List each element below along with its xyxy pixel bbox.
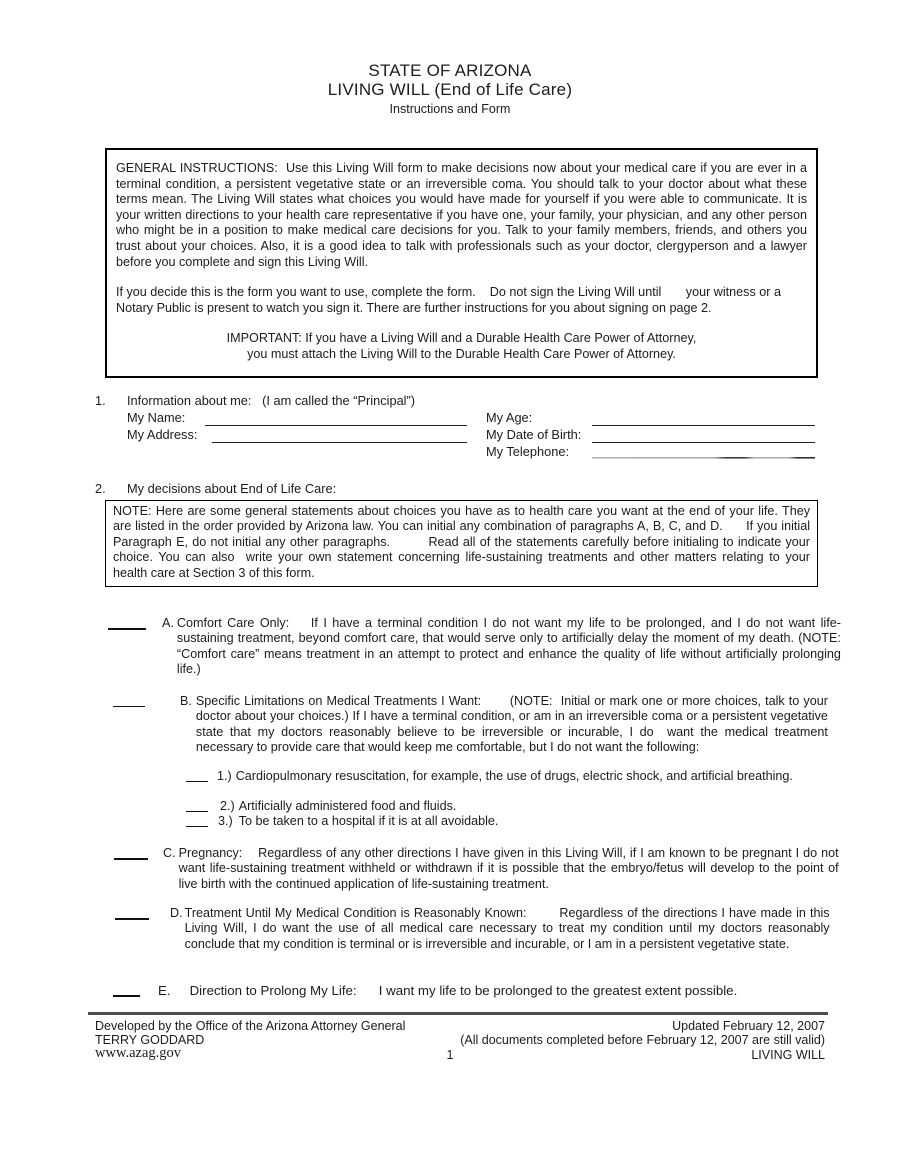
section-1-information-about-me [95,393,830,468]
paragraph-b-choice-2-label: 2.) [220,799,235,813]
document-header [0,61,900,117]
paragraph-a [108,616,845,677]
paragraph-e [113,983,737,998]
important-note-line2: you must attach the Living Will to the Durable Health Care Power of Attorney. [247,346,676,361]
initials-line-c[interactable] [114,846,148,860]
paragraph-d [115,906,834,952]
name-label: My Name: [127,410,186,425]
important-note-line1: IMPORTANT: If you have a Living Will and a Durable Health Care Power of Attorney, [226,331,697,346]
paragraph-b-choice-3 [186,814,809,829]
footer-divider [88,1012,828,1015]
section-1-number: 1. [95,393,106,408]
footer-updated-date: Updated February 12, 2007 [672,1019,825,1033]
initials-line-a[interactable] [108,616,146,630]
paragraph-b-choice-1-label: 1.) [217,769,232,783]
important-note [116,331,807,362]
note-box: NOTE: Here are some general statements about choices you have as to health care you want at the end of your life. They are listed in the order provided by Arizona law. You can initial any combination of paragraphs A, B, C, and D. If you initial Paragraph E, do not initial any other paragraphs. Read all of the statements carefully before initialing to indicate your choice. You can also write your own statement concerning life-sustaining treatments and other matters relating to your health care at Section 3 of this form. [105,500,818,587]
footer-validity-note: (All documents completed before February 12, 2007 are still valid) [460,1033,825,1047]
age-input-line[interactable] [592,410,815,426]
paragraph-b-choice-3-label: 3.) [218,814,233,828]
paragraph-d-label: D. [170,906,183,920]
telephone-label: My Telephone: [486,444,569,459]
date-of-birth-input-line[interactable] [592,427,815,443]
footer-attorney-general-name: TERRY GODDARD [95,1033,205,1047]
section-2-heading: My decisions about End of Life Care: [127,481,337,496]
paragraph-b-label: B. [180,694,192,708]
address-label: My Address: [127,427,198,442]
initials-line-d[interactable] [115,906,149,920]
telephone-input-line[interactable] [592,444,815,459]
paragraph-b-choice-2 [186,799,809,814]
paragraph-a-label: A. [162,616,174,630]
footer-developed-by: Developed by the Office of the Arizona Attorney General [95,1019,406,1033]
paragraph-d-text: Treatment Until My Medical Condition is Reasonably Known: Regardless of the directions I have made in this Living Will, I do want the use of all medical care necessary to treat my condition until my doctors reasonably conclude that my condition is terminal or is irreversible and incurable, or I am in a persistent vegetative state. [184,906,834,951]
title-living-will: LIVING WILL (End of Life Care) [327,80,573,99]
age-label: My Age: [486,410,533,425]
title-subtitle: Instructions and Form [389,102,511,116]
address-input-line[interactable] [212,427,467,443]
section-1-heading: Information about me: (I am called the “Principal”) [127,393,416,408]
initials-line-b1[interactable] [186,769,208,782]
paragraph-b-choice-1-text: Cardiopulmonary resuscitation, for example, the use of drugs, electric shock, and artificial breathing. [235,769,793,783]
section-2-number: 2. [95,481,106,496]
paragraph-c-text: Pregnancy: Regardless of any other directions I have given in this Living Will, if I am known to be pregnant I do not want life-sustaining treatment withheld or withdrawn if it is possible that the embryo/fetus will develop to the point of live birth with the continued application of life-sustaining treatment. [178,846,843,891]
paragraph-a-text: Comfort Care Only: If I have a terminal condition I do not want my life to be prolonged, and I do not want life-sustaining treatment, beyond comfort care, that would serve only to artificially delay the moment of my death. (NOTE: “Comfort care” means treatment in an attempt to protect and enhance the quality of life without artificially prolonging life.) [176,616,845,676]
initials-line-b[interactable] [113,694,145,707]
signing-instructions-paragraph: If you decide this is the form you want to use, complete the form. Do not sign the Living Will until your witness or a Notary Public is present to watch you sign it. There are further instructions for you about signing on page 2. [116,285,785,315]
paragraph-b [113,694,832,755]
footer-document-name: LIVING WILL [751,1048,825,1062]
initials-line-b2[interactable] [186,799,208,812]
paragraph-c-label: C. [163,846,176,860]
footer-page-number: 1 [446,1048,454,1062]
paragraph-e-text: Direction to Prolong My Life: I want my life to be prolonged to the greatest extent possible. [189,983,738,998]
paragraph-b-choice-3-text: To be taken to a hospital if it is at all avoidable. [238,814,499,828]
paragraph-c [114,846,843,892]
date-of-birth-label: My Date of Birth: [486,427,582,442]
footer-website-link[interactable]: www.azag.gov [95,1045,182,1061]
general-instructions-paragraph: GENERAL INSTRUCTIONS: Use this Living Will form to make decisions now about your medical care if you are ever in a terminal condition, a persistent vegetative state or an irreversible coma. You should talk to your doctor about what these terms mean. The Living Will states what choices you would have made for yourself if you were able to communicate. It is your written directions to your health care representative if you have one, your family, your physician, and any other person who might be in a position to make medical care decisions for you. Talk to your family members, friends, and others you trust about your choices. Also, it is a good idea to talk with professionals such as your doctor, clergyperson and a lawyer before you complete and sign this Living Will. [116,161,811,269]
title-state: STATE OF ARIZONA [368,61,532,80]
initials-line-b3[interactable] [186,814,208,827]
general-instructions-box [105,148,818,378]
paragraph-e-label: E. [158,983,171,998]
initials-line-e[interactable] [113,983,140,997]
paragraph-b-choice-2-text: Artificially administered food and fluids. [238,799,457,813]
name-input-line[interactable] [205,410,467,426]
paragraph-b-choice-1 [186,769,806,784]
paragraph-b-text: Specific Limitations on Medical Treatments I Want: (NOTE: Initial or mark one or more choices, talk to your doctor about your choices.) If I have a terminal condition, or am in an irreversible coma or a persistent vegetative state that my doctors reasonably believe to be irreversible or incurable, I do want the medical treatment necessary to provide care that would keep me comfortable, but I do not want the following: [195,694,832,754]
